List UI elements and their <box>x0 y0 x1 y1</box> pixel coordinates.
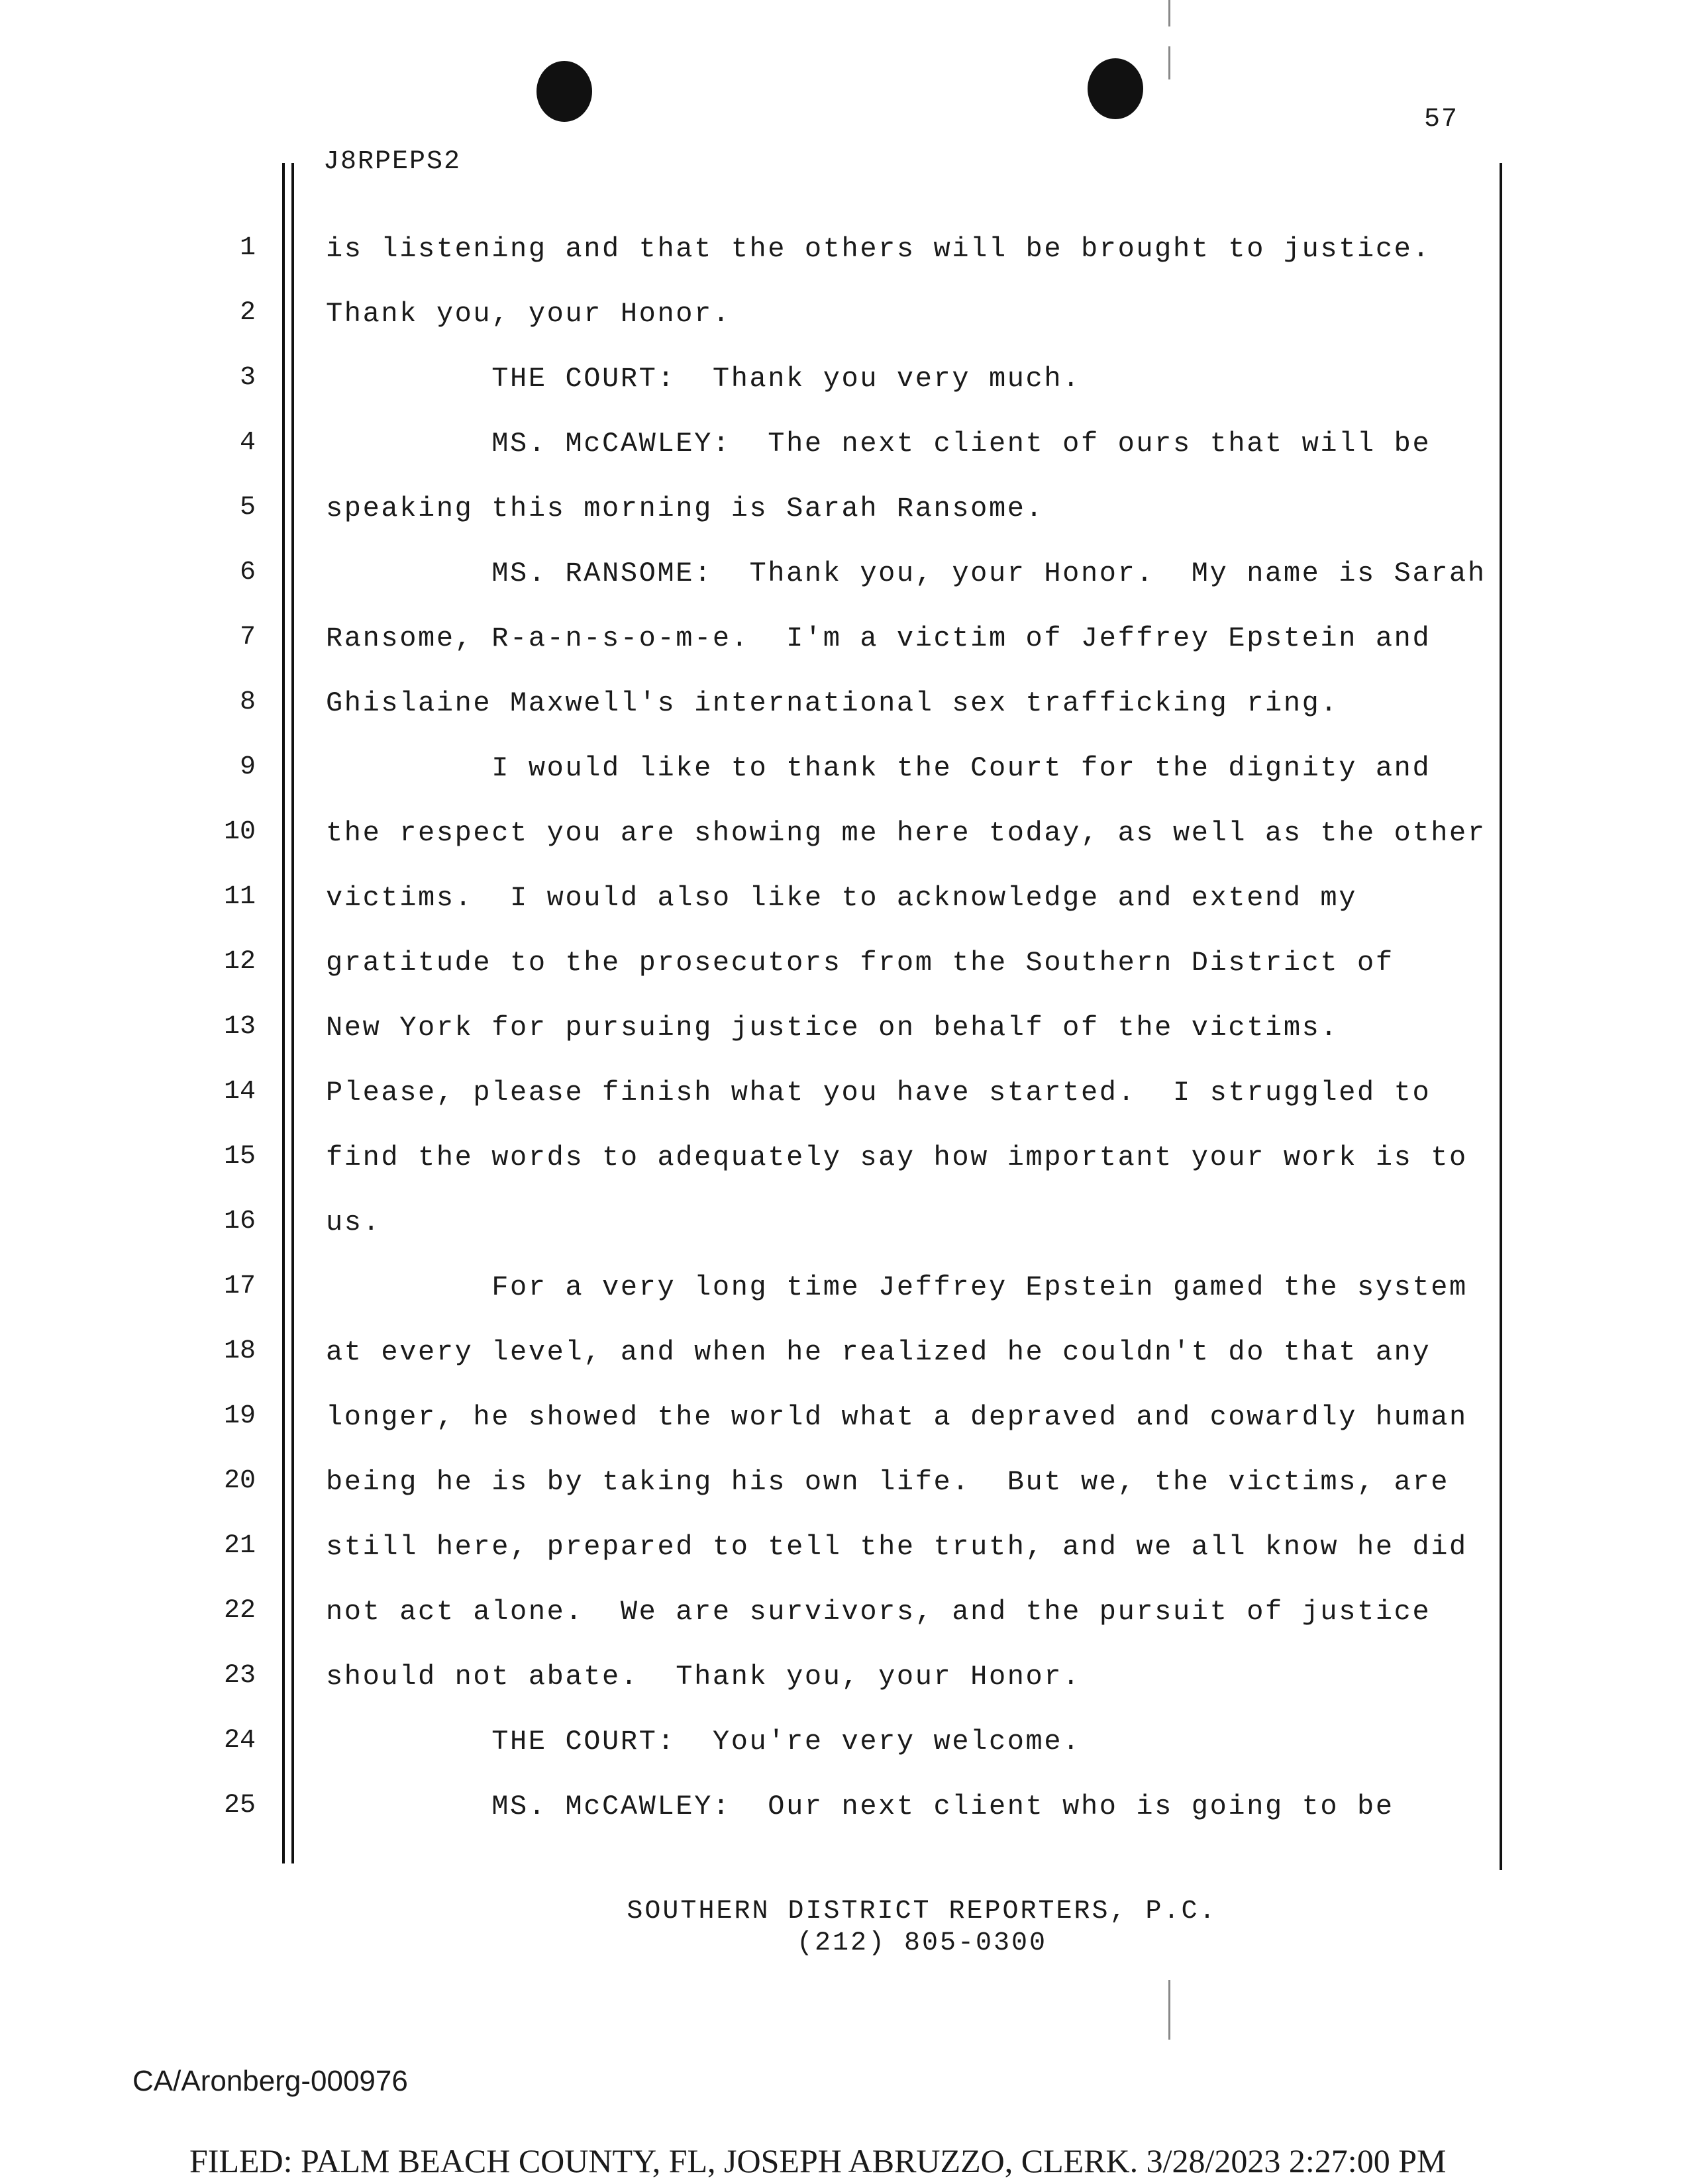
line-number: 3 <box>239 363 256 393</box>
line-number: 4 <box>239 428 256 458</box>
line-number: 23 <box>223 1661 256 1691</box>
transcript-line: still here, prepared to tell the truth, and we all know he did <box>326 1531 1468 1563</box>
scan-artifact-mark <box>1168 0 1170 26</box>
line-number: 14 <box>223 1077 256 1107</box>
transcript-line: gratitude to the prosecutors from the Southern District of <box>326 947 1394 979</box>
transcript-line: not act alone. We are survivors, and the pursuit of justice <box>326 1596 1431 1628</box>
bates-number: CA/Aronberg-000976 <box>132 2065 408 2097</box>
transcript-line: For a very long time Jeffrey Epstein gamed the system <box>326 1271 1468 1303</box>
line-number: 24 <box>223 1726 256 1756</box>
line-number: 18 <box>223 1336 256 1366</box>
line-number: 10 <box>223 817 256 847</box>
line-number: 20 <box>223 1466 256 1496</box>
line-number: 11 <box>223 882 256 912</box>
left-margin-rule <box>282 163 285 1863</box>
right-margin-rule <box>1500 163 1502 1870</box>
transcript-line: Ghislaine Maxwell's international sex trafficking ring. <box>326 687 1339 719</box>
transcript-line: longer, he showed the world what a depraved and cowardly human <box>326 1401 1468 1433</box>
line-number: 1 <box>239 233 256 263</box>
line-number: 15 <box>223 1142 256 1171</box>
transcript-line: Ransome, R-a-n-s-o-m-e. I'm a victim of Jeffrey Epstein and <box>326 622 1431 654</box>
punch-hole-right <box>1088 58 1143 119</box>
transcript-line: us. <box>326 1207 382 1238</box>
transcript-line: the respect you are showing me here today, as well as the other <box>326 817 1486 849</box>
line-number: 17 <box>223 1271 256 1301</box>
scan-artifact-mark <box>1168 46 1170 79</box>
transcript-line: THE COURT: You're very welcome. <box>326 1726 1081 1758</box>
filed-stamp: FILED: PALM BEACH COUNTY, FL, JOSEPH ABRUZZO, CLERK. 3/28/2023 2:27:00 PM <box>189 2142 1447 2179</box>
scan-artifact-mark <box>1168 1980 1170 2040</box>
line-number: 22 <box>223 1596 256 1626</box>
transcript-line: find the words to adequately say how important your work is to <box>326 1142 1468 1173</box>
line-number: 12 <box>223 947 256 977</box>
line-number: 7 <box>239 622 256 652</box>
transcript-line: is listening and that the others will be brought to justice. <box>326 233 1431 265</box>
transcript-line: victims. I would also like to acknowledge and extend my <box>326 882 1358 914</box>
transcript-line: MS. McCAWLEY: Our next client who is going to be <box>326 1791 1394 1822</box>
line-number: 25 <box>223 1791 256 1820</box>
line-number: 5 <box>239 493 256 522</box>
case-id: J8RPEPS2 <box>323 147 462 177</box>
transcript-line: MS. McCAWLEY: The next client of ours that will be <box>326 428 1431 460</box>
transcript-line: I would like to thank the Court for the dignity and <box>326 752 1431 784</box>
left-margin-rule <box>291 163 294 1863</box>
transcript-line: MS. RANSOME: Thank you, your Honor. My name is Sarah <box>326 558 1486 589</box>
transcript-line: Please, please finish what you have started. I struggled to <box>326 1077 1431 1109</box>
reporter-name: SOUTHERN DISTRICT REPORTERS, P.C. <box>627 1897 1217 1926</box>
line-number: 13 <box>223 1012 256 1042</box>
transcript-line: New York for pursuing justice on behalf of the victims. <box>326 1012 1339 1044</box>
punch-hole-left <box>536 61 592 122</box>
transcript-line: speaking this morning is Sarah Ransome. <box>326 493 1045 524</box>
transcript-line: should not abate. Thank you, your Honor. <box>326 1661 1081 1693</box>
page-number: 57 <box>1424 105 1459 134</box>
line-number: 6 <box>239 558 256 587</box>
transcript-line: being he is by taking his own life. But we, the victims, are <box>326 1466 1450 1498</box>
line-number: 16 <box>223 1207 256 1236</box>
line-number: 8 <box>239 687 256 717</box>
transcript-line: THE COURT: Thank you very much. <box>326 363 1081 395</box>
transcript-line: at every level, and when he realized he couldn't do that any <box>326 1336 1431 1368</box>
line-number: 2 <box>239 298 256 328</box>
line-number: 21 <box>223 1531 256 1561</box>
line-number: 19 <box>223 1401 256 1431</box>
transcript-line: Thank you, your Honor. <box>326 298 731 330</box>
line-number: 9 <box>239 752 256 782</box>
reporter-phone: (212) 805-0300 <box>796 1928 1048 1958</box>
